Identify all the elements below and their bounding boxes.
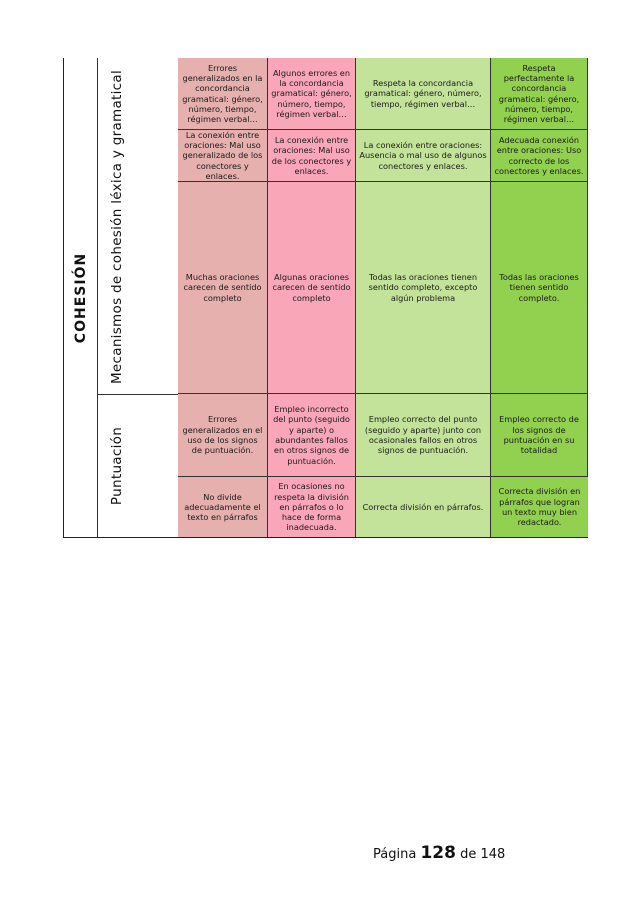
rubric-cell: Errores generalizados en la concordancia gramatical: género, número, tiempo, régimen verbal…: [178, 58, 268, 130]
rubric-cell: La conexión entre oraciones: Ausencia o mal uso de algunos conectores y enlaces.: [356, 130, 491, 182]
rubric-cell: Respeta perfectamente la concordancia gramatical: género, número, tiempo, régimen verbal…: [491, 58, 588, 130]
rubric-cell: Adecuada conexión entre oraciones: Uso correcto de los conectores y enlaces.: [491, 130, 588, 182]
row-divider: [97, 394, 179, 395]
rubric-cell: Todas las oraciones tienen sentido completo, excepto algún problema: [356, 182, 491, 394]
rubric-cell: Muchas oraciones carecen de sentido completo: [178, 182, 268, 394]
rubric-cell: Errores generalizados en el uso de los signos de puntuación.: [178, 394, 268, 477]
rubric-cell: Empleo incorrecto del punto (seguido y aparte) o abundantes fallos en otros signos de puntuación.: [268, 394, 356, 477]
rubric-cell: Empleo correcto del punto (seguido y aparte) junto con ocasionales fallos en otros signos de puntuación.: [356, 394, 491, 477]
rubric-cell: Algunas oraciones carecen de sentido completo: [268, 182, 356, 394]
page-of-label: de: [460, 847, 477, 862]
page-total: 148: [480, 847, 506, 862]
rubric-cell: Todas las oraciones tienen sentido completo.: [491, 182, 588, 394]
rubric-cell: Empleo correcto de los signos de puntuación en su totalidad: [491, 394, 588, 477]
rubric-table: [63, 58, 588, 538]
rubric-cell: La conexión entre oraciones: Mal uso generalizado de los conectores y enlaces.: [178, 130, 268, 182]
rubric-cell: Algunos errores en la concordancia gramatical: género, número, tiempo, régimen verbal…: [268, 58, 356, 130]
rubric-cell: Correcta división en párrafos que logran un texto muy bien redactado.: [491, 477, 588, 537]
column-divider: [97, 58, 98, 537]
rubric-cell: Respeta la concordancia gramatical: género, número, tiempo, régimen verbal…: [356, 58, 491, 130]
page-label: Página: [373, 847, 417, 862]
rubric-cell: En ocasiones no respeta la división en párrafos o lo hace de forma inadecuada.: [268, 477, 356, 537]
page-number: 128: [420, 843, 456, 863]
rubric-cell: Correcta división en párrafos.: [356, 477, 491, 537]
rubric-cell: No divide adecuadamente el texto en párrafos: [178, 477, 268, 537]
criterion-label-cohesion-mechanisms: Mecanismos de cohesión léxica y gramatical: [109, 69, 125, 385]
criterion-label-punctuation: Puntuación: [109, 426, 125, 506]
section-title: COHESIÓN: [73, 252, 89, 344]
page-footer: [373, 843, 505, 863]
rubric-cell: La conexión entre oraciones: Mal uso de los conectores y enlaces.: [268, 130, 356, 182]
